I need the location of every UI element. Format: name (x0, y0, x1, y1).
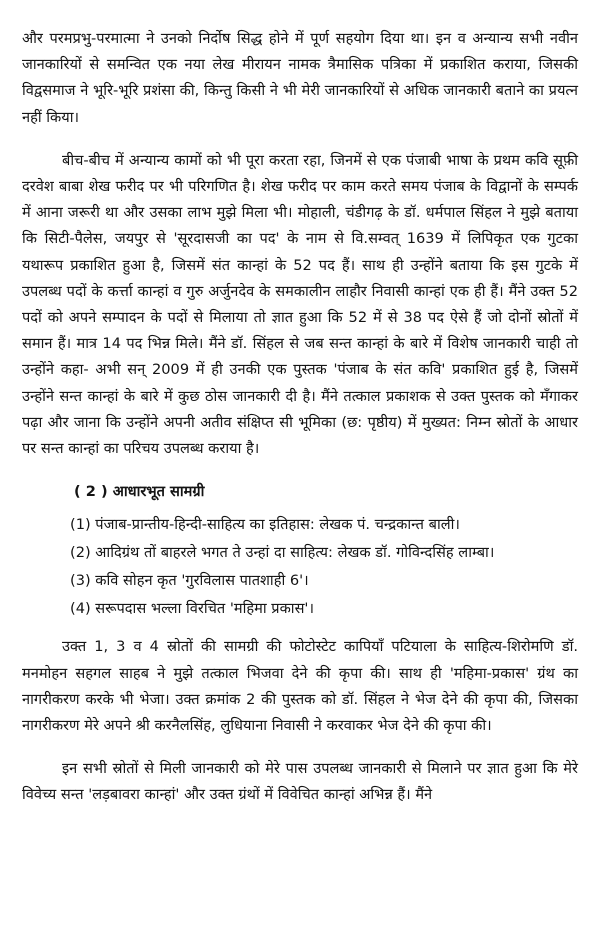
source-item-2: (2) आदिग्रंथ तों बाहरले भगत ते उन्हां दा साहित्य: लेखक डॉ. गोविन्दसिंह लाम्बा। (70, 544, 495, 562)
paragraph-gap (22, 462, 578, 479)
paragraph-intro: और परमप्रभु-परमात्मा ने उनको निर्दोष सिद्ध होने में पूर्ण सहयोग दिया था। इन व अन्यान्य सभी नवीन जानकारियों से समन्वित एक नया लेख मीरायन नामक त्रैमासिक पत्रिका में प्रकाशित कराया, जिसकी विद्वसमाज ने भूरि-भूरि प्रशंसा की, किन्तु किसी ने भी मेरी जानकारियों से अधिक जानकारी बताने का प्रयत्न नहीं किया। (22, 30, 578, 126)
paragraph-research: बीच-बीच में अन्यान्य कामों को भी पूरा करता रहा, जिनमें से एक पंजाबी भाषा के प्रथम कवि सूफ़ी दरवेश बाबा शेख फरीद पर भी परिगणित है। शेख फरीद पर काम करते समय पंजाब के विद्वानों के सम्पर्क में आना जरूरी था और उसका लाभ मुझे मिला भी। मोहाली, चंडीगढ़ के डॉ. धर्मपाल सिंहल ने मुझे बताया कि सिटी-पैलेस, जयपुर से 'सूरदासजी का पद' के नाम से वि.सम्वत् 1639 में लिपिकृत एक गुटका यथारूप प्रकाशित हुआ है, जिसमें संत कान्हां के 52 पद हैं। साथ ही उन्होंने बताया कि इस गुटके में उपलब्ध पदों के कर्त्ता कान्हां व गुरु अर्जुनदेव के समकालीन लाहौर निवासी कान्हां एक ही हैं। मैंने उक्त 52 पदों को अपने सम्पादन के पदों से मिलाया तो ज्ञात हुआ कि 52 में से 38 पद ऐसे हैं जो दोनों स्रोतों में समान हैं। मात्र 14 पद भिन्न मिले। मैंने डॉ. सिंहल से जब सन्त कान्हां के बारे में विशेष जानकारी चाही तो उन्होंने कहा- अभी सन् 2009 में ही उनकी एक पुस्तक 'पंजाब के संत कवि' प्रकाशित हुई है, जिसमें उन्होंने सन्त कान्हां के बारे में कुछ ठोस जानकारी दी है। मैंने तत्काल प्रकाशक से उक्त पुस्तक को मँगाकर पढ़ा और जाना कि उन्होंने अपनी अतीव संक्षिप्त सी भूमिका (छ: पृष्ठीय) में मुख्यत: निम्न स्रोतों के आधार पर सन्त कान्हां का परिचय उपलब्ध कराया है। (22, 151, 578, 458)
paragraph-sources-received: उक्त 1, 3 व 4 स्रोतों की सामग्री की फोटोस्टेट कापियाँ पटियाला के साहित्य-शिरोमणि डॉ. मनमोहन सहगल साहब ने मुझे तत्काल भिजवा देने की कृपा की। साथ ही 'महिमा-प्रकास' ग्रंथ का नागरीकरण करके भी भेजा। उक्त क्रमांक 2 की पुस्तक को डॉ. सिंहल ने भेज देने की कृपा की, जिसका नागरीकरण मेरे अपने श्री करनैलसिंह, लुधियाना निवासी ने करवाकर भेज देने की कृपा की। (22, 638, 578, 735)
paragraph-gap (22, 739, 578, 756)
source-list (22, 511, 578, 623)
source-item-4: (4) सरूपदास भल्ला विरचित 'महिमा प्रकास'। (70, 600, 314, 618)
paragraph-conclusion: इन सभी स्रोतों से मिली जानकारी को मेरे पास उपलब्ध जानकारी से मिलाने पर ज्ञात हुआ कि मेरे विवेच्य सन्त 'लड़बावरा कान्हां' और उक्त ग्रंथों में विवेचित कान्हां अभिन्न हैं। मैंने (22, 760, 578, 804)
source-item-1: (1) पंजाब-प्रान्तीय-हिन्दी-साहित्य का इतिहास: लेखक पं. चन्द्रकान्त बाली। (70, 516, 460, 534)
section-heading: ( 2 ) आधारभूत सामग्री (74, 483, 205, 501)
source-item-3: (3) कवि सोहन कृत 'गुरविलास पातशाही 6'। (70, 572, 309, 590)
paragraph-gap (22, 131, 578, 148)
